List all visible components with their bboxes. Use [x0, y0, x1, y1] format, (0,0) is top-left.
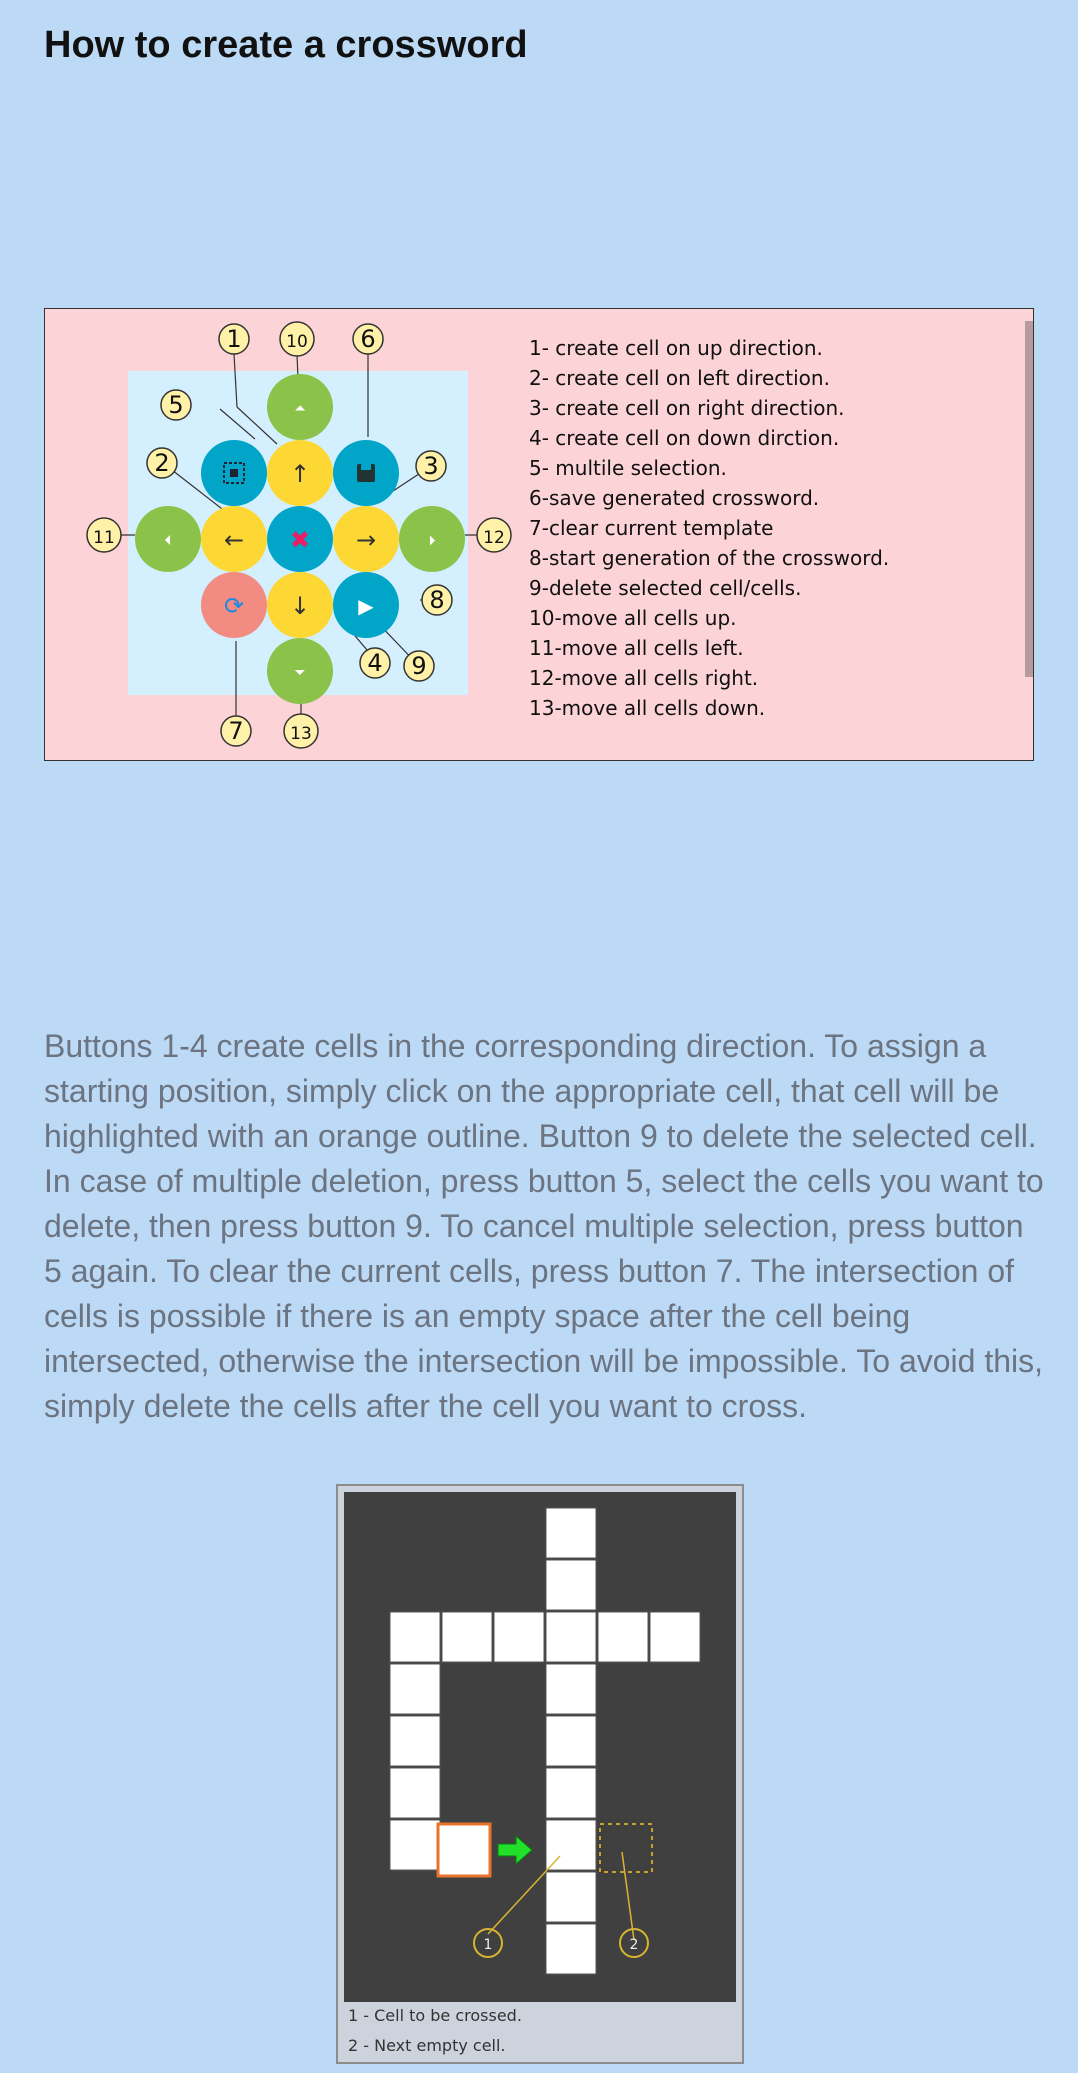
delete-icon: ✖ [289, 526, 311, 554]
grid-cell [546, 1612, 596, 1662]
callout-label: 8 [429, 586, 445, 614]
callout-label: 6 [360, 325, 376, 353]
button-left[interactable] [201, 506, 267, 572]
left-arrow-icon: ← [223, 526, 245, 554]
callout-label: 7 [228, 717, 244, 745]
button-right[interactable] [333, 506, 399, 572]
play-icon: ▶ [358, 594, 374, 618]
callout-label: 9 [411, 652, 427, 680]
svg-text:⏶: ⏶ [294, 401, 306, 417]
grid-cell [390, 1820, 440, 1870]
callout-6 [353, 324, 383, 354]
legend-item: 3- create cell on right direction. [529, 396, 845, 420]
grid-cell [546, 1768, 596, 1818]
grid-cell [546, 1872, 596, 1922]
grid-cell [494, 1612, 544, 1662]
button-down[interactable] [267, 572, 333, 638]
grid-cell [598, 1612, 648, 1662]
callout-4 [360, 648, 390, 678]
legend-item: 11-move all cells left. [529, 636, 744, 660]
grid-cell [546, 1924, 596, 1974]
legend-item: 13-move all cells down. [529, 696, 766, 720]
legend-item: 12-move all cells right. [529, 666, 759, 690]
button-move-up[interactable] [267, 374, 333, 440]
marker-2-label: 2 [629, 1937, 639, 1953]
grid-cell [390, 1716, 440, 1766]
callout-1 [219, 324, 249, 354]
legend-item: 7-clear current template [529, 516, 774, 540]
legend-item: 10-move all cells up. [529, 606, 737, 630]
callout-3 [416, 451, 446, 481]
highlighted-cell [438, 1824, 490, 1876]
button-move-right[interactable] [399, 506, 465, 572]
grid-cell [546, 1508, 596, 1558]
callout-11 [87, 518, 121, 552]
button-generate[interactable] [333, 572, 399, 638]
right-arrow-icon: → [355, 526, 377, 554]
callout-2 [147, 448, 177, 478]
marker-1-label: 1 [483, 1937, 493, 1953]
caption-cell-to-be-crossed: 1 - Cell to be crossed. [348, 2006, 522, 2025]
grid-cell [390, 1664, 440, 1714]
callout-label: 3 [423, 452, 439, 480]
callout-label: 5 [168, 391, 184, 419]
grid-cell [390, 1612, 440, 1662]
refresh-icon: ⟳ [223, 592, 245, 620]
description-text: Buttons 1-4 create cells in the corresponding direction. To assign a starting position, simply click on the appropriate cell, that cell will be highlighted with an orange outline. Button 9 to delete the selected cell. In case of multiple deletion, press button 5, select the cells you want to delete, then press button 9. To cancel multiple selection, press button 5 again. To clear the current cells, press button 7. The intersection of cells is possible if there is an empty space after the cell being intersected, otherwise the intersection will be impossible. To avoid this, simply delete the cells after the cell you want to cross. [44, 1028, 1044, 1424]
grid-cell [442, 1612, 492, 1662]
callout-10 [280, 322, 314, 356]
legend-item: 6-save generated crossword. [529, 486, 820, 510]
up-arrow-icon: ↑ [289, 460, 311, 488]
grid-cell [390, 1768, 440, 1818]
callout-12 [477, 518, 511, 552]
crossing-example-figure [336, 1484, 744, 2064]
next-empty-cell [600, 1824, 652, 1872]
legend-item: 8-start generation of the crossword. [529, 546, 890, 570]
callout-7 [221, 716, 251, 746]
callout-label: 13 [290, 724, 312, 744]
button-clear[interactable] [201, 572, 267, 638]
callout-label: 4 [367, 649, 383, 677]
button-multi-select[interactable] [201, 440, 267, 506]
legend-item: 5- multile selection. [529, 456, 727, 480]
callout-13 [284, 714, 318, 748]
callout-9 [404, 651, 434, 681]
legend-item: 2- create cell on left direction. [529, 366, 830, 390]
controls-diagram [44, 308, 1034, 761]
down-arrow-icon: ↓ [289, 592, 311, 620]
grid-cells [390, 1508, 700, 1974]
button-delete[interactable] [267, 506, 333, 572]
callout-8 [422, 585, 452, 615]
svg-text:⏵: ⏵ [428, 533, 436, 549]
grid-cell [546, 1716, 596, 1766]
caption-next-empty-cell: 2 - Next empty cell. [348, 2036, 506, 2055]
callout-label: 11 [93, 528, 115, 548]
callout-label: 1 [226, 325, 242, 353]
grid-cell [546, 1560, 596, 1610]
callout-label: 10 [286, 332, 308, 352]
button-move-left[interactable] [135, 506, 201, 572]
svg-text:⏴: ⏴ [164, 533, 172, 549]
legend-item: 1- create cell on up direction. [529, 336, 823, 360]
example-grid-svg [338, 1486, 742, 2002]
marker-2 [620, 1929, 648, 1957]
grid-cell [546, 1664, 596, 1714]
page-title: How to create a crossword [44, 24, 528, 66]
button-move-down[interactable] [267, 638, 333, 704]
callout-label: 2 [154, 449, 170, 477]
button-up[interactable] [267, 440, 333, 506]
legend-item: 4- create cell on down dirction. [529, 426, 840, 450]
callout-label: 12 [483, 528, 505, 548]
svg-text:⏷: ⏷ [294, 665, 306, 681]
button-save[interactable] [333, 440, 399, 506]
callout-5 [161, 390, 191, 420]
grid-cell [650, 1612, 700, 1662]
panel-scrollbar[interactable] [1025, 321, 1033, 677]
legend-item: 9-delete selected cell/cells. [529, 576, 802, 600]
green-arrow-icon [498, 1836, 532, 1864]
legend-list [529, 333, 889, 723]
